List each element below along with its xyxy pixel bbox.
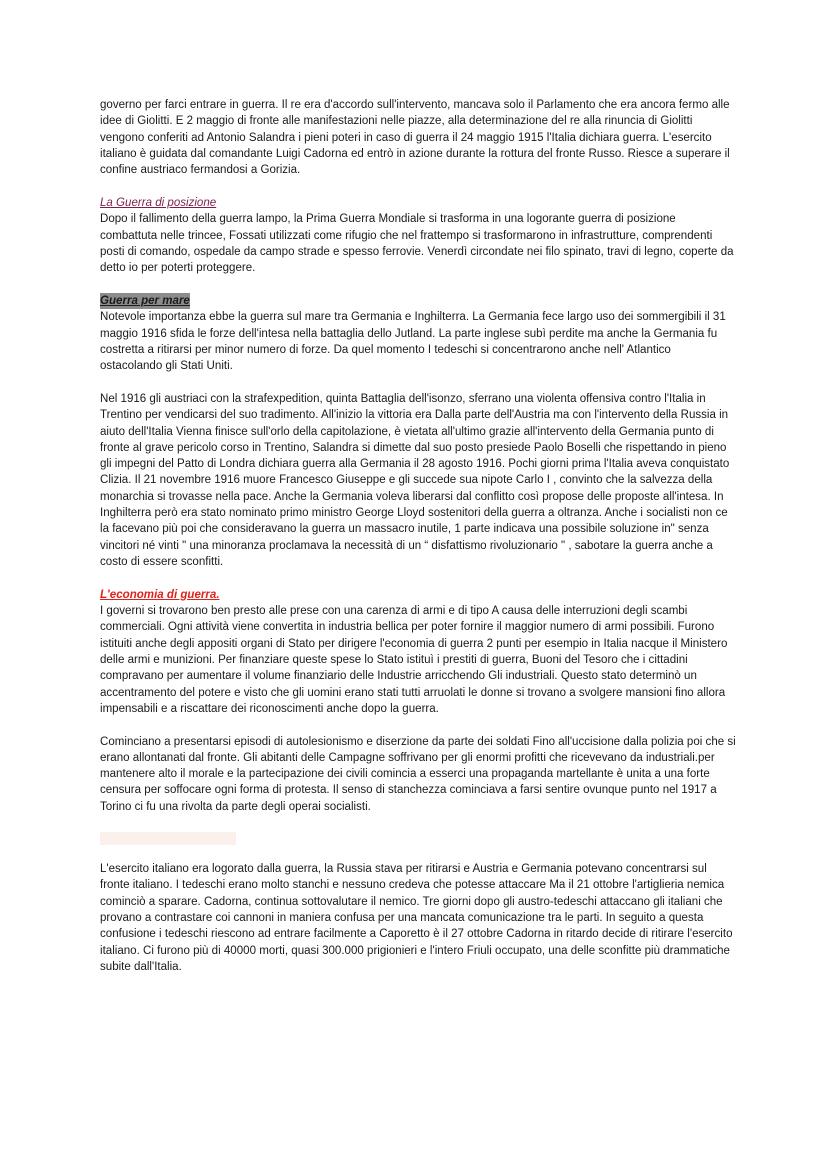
spacer (100, 276, 736, 293)
heading-guerra-di-posizione[interactable]: La Guerra di posizione (100, 196, 217, 209)
paragraph-guerra-di-posizione: Dopo il fallimento della guerra lampo, la Prima Guerra Mondiale si trasforma in una logorante guerra di posizione combattuta nelle trincee, Fossati utilizzati come rifugio che nel frattempo si trasformarono in infrastrutture, comprendenti posti di comando, ospedale da campo strade e spesso ferrovie. Venerdì circondate nei filo spinato, travi di legno, coperte da detto io per poterti proteggere. (100, 213, 734, 275)
paragraph-caporetto: L'esercito italiano era logorato dalla guerra, la Russia stava per ritirarsi e Austria e Germania potevano concentrarsi sul fronte italiano. I tedeschi erano molto stanchi e nessuno credeva che potesse attaccare Ma il 21 ottobre l'artiglieria nemica cominciò a sparare. Cadorna, continua sottovalutare il nemico. Tre giorni dopo gli austro-tedeschi attaccano gli italiani che provano a contrastare coi cannoni in maniera confusa per una mancata comunicazione tra le parti. In seguito a questa confusione i tedeschi riescono ad entrare facilmente a Caporetto è il 27 ottobre Cadorna in ritardo decide di ritirare l'esercito italiano. Ci furono più di 40000 morti, quasi 300.000 prigionieri e l'intero Friuli occupato, una delle sconfitte più drammatiche subite dall'Italia. (100, 863, 733, 973)
spacer (100, 570, 736, 587)
spacer (100, 717, 736, 734)
heading-economia-di-guerra: L'economia di guerra. (100, 588, 220, 601)
heading-guerra-per-mare: Guerra per mare (100, 293, 190, 309)
spacer (100, 815, 736, 832)
spacer (100, 374, 736, 391)
faded-heading-highlight (100, 832, 236, 845)
spacer (100, 178, 736, 195)
paragraph-autolesionismo: Cominciano a presentarsi episodi di autolesionismo e diserzione da parte dei soldati Fino all'uccisione dalla polizia poi che si erano allontanati dal fronte. Gli abitanti delle Campagne soffrivano per gli enormi profitti che ricevevano da industriali.per mantenere alto il morale e la partecipazione dei civili comincia a esserci una propaganda martellante è unita a una forte censura per soffocare ogni forma di protesta. Il senso di stanchezza cominciava a farsi sentire ovunque punto nel 1917 a Torino ci fu una rivolta da parte degli operai socialisti. (100, 735, 736, 813)
paragraph-guerra-per-mare: Notevole importanza ebbe la guerra sul mare tra Germania e Inghilterra. La Germania fece largo uso dei sommergibili il 31 maggio 1916 sfida le forze dell'intesa nella battaglia dello Jutland. La parte inglese subì perdite ma anche la Germania fu costretta a ritirarsi per minor numero di forze. Da quel momento I tedeschi si concentrarono anche nell' Atlantico ostacolando gli Stati Uniti. (100, 311, 726, 373)
document-page (100, 97, 736, 975)
paragraph-intervento: governo per farci entrare in guerra. Il re era d'accordo sull'intervento, mancava solo il Parlamento che era ancora fermo alle idee di Giolitti. E 2 maggio di fronte alle manifestazioni nelle piazze, alla determinazione del re alla rinuncia di Giolitti vengono conferiti ad Antonio Salandra i pieni poteri in caso di guerra il 24 maggio 1915 l'Italia dichiara guerra. L'esercito italiano è guidata dal comandante Luigi Cadorna ed entrò in azione durante la rottura del fronte Russo. Riesce a superare il confine austriaco fermandosi a Gorizia. (100, 99, 730, 177)
spacer (100, 845, 736, 862)
paragraph-economia-di-guerra: I governi si trovarono ben presto alle prese con una carenza di armi e di tipo A causa delle interruzioni degli scambi commerciali. Ogni attività viene convertita in industria bellica per poter fornire il maggior numero di armi possibili. Furono istituiti anche degli appositi organi di Stato per dirigere l'economia di guerra 2 punti per esempio in Italia nacque il Ministero delle armi e munizioni. Per finanziare queste spese lo Stato istituì i prestiti di guerra, Buoni del Tesoro che i cittadini compravano per aumentare il volume finanziario delle Industrie arricchendo Gli industriali. Questo stato determinò un accentramento del potere e visto che gli uomini erano stati tutti arruolati le donne si trovano a svolgere mansioni fino allora impensabili e a riscattare dei riconoscimenti anche dopo la guerra. (100, 605, 728, 715)
paragraph-1916: Nel 1916 gli austriaci con la strafexpedition, quinta Battaglia dell'isonzo, sferrano una violenta offensiva contro l'Italia in Trentino per vendicarsi del suo tradimento. All'inizio la vittoria era Dalla parte dell'Austria ma con l'intervento della Russia in aiuto dell'Italia Vienna finisce sull'orlo della capitolazione, è vietata all'ultimo grazie all'intervento della Germania punto di fronte al grave pericolo corso in Trentino, Salandra si dimette dal suo posto presiede Paolo Boselli che rispettando in pieno gli impegni del Patto di Londra dichiara guerra alla Germania il 28 agosto 1916. Pochi giorni prima l'Italia aveva conquistato Clizia. Il 21 novembre 1916 muore Francesco Giuseppe e gli succede sua nipote Carlo I , convinto che la salvezza della monarchia si trovasse nella pace. Anche la Germania voleva liberarsi dal conflitto così propose delle proposte all'intesa. In Inghilterra però era stato nominato primo ministro George Lloyd sostenitori della guerra a oltranza. Anche i socialisti non ce la facevano più poi che consideravano la guerra un massacro inutile, 1 parte indicava una possibile soluzione in" senza vincitori né vinti " una minoranza proclamava la necessità di un “ disfattismo rivoluzionario " , sabotare la guerra anche a costo di essere sconfitti. (100, 392, 730, 568)
